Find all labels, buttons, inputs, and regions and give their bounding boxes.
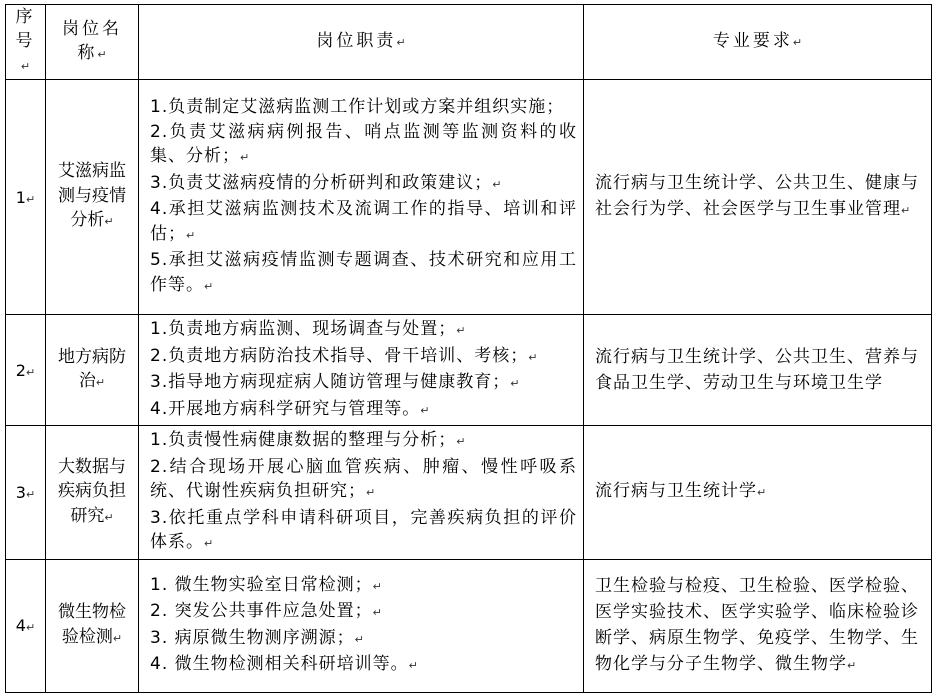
duty-item: 4.开展地方病科学研究与管理等。↵ (150, 398, 430, 419)
position-name: 艾滋病监测与疫情分析↵ (46, 80, 139, 315)
table-row (6, 80, 932, 315)
duty-item: 4.承担艾滋病监测技术及流调工作的指导、培训和评估；↵ (150, 199, 577, 244)
table-header-row (6, 5, 932, 80)
row-number: 2↵ (6, 315, 46, 426)
duty-item: 3.指导地方病现症病人随访管理与健康教育；↵ (150, 372, 520, 392)
duty-item: 3.负责艾滋病疫情的分析研判和政策建议；↵ (150, 172, 502, 193)
position-name: 大数据与疾病负担研究↵ (46, 426, 139, 560)
duty-item: 2.结合现场开展心脑血管疾病、肿瘤、慢性呼吸系统、代谢性疾病负担研究；↵ (150, 456, 577, 501)
position-name: 微生物检验检测↵ (46, 559, 139, 692)
table-row (6, 426, 932, 560)
duty-item: 1.负责地方病监测、现场调查与处置；↵ (150, 319, 466, 339)
position-duties (139, 426, 584, 560)
duty-item: 5.承担艾滋病疫情监测专题调查、技术研究和应用工作等。↵ (150, 250, 577, 295)
position-requirement: 流行病与卫生统计学↵ (584, 426, 932, 560)
row-number: 3↵ (6, 426, 46, 560)
duty-item: 3. 病原微生物测序溯源；↵ (150, 627, 364, 648)
header-duty: 岗位职责↵ (139, 5, 584, 80)
duty-item: 1.负责慢性病健康数据的整理与分析；↵ (150, 430, 466, 450)
row-number: 4↵ (6, 559, 46, 692)
table-row (6, 559, 932, 692)
position-requirement: 流行病与卫生统计学、公共卫生、营养与食品卫生学、劳动卫生与环境卫生学 (584, 315, 932, 426)
duty-item: 2.负责地方病防治技术指导、骨干培训、考核；↵ (150, 345, 538, 366)
header-no: 序号↵ (6, 5, 46, 80)
duty-item: 1. 微生物实验室日常检测；↵ (150, 574, 382, 595)
row-number: 1↵ (6, 80, 46, 315)
position-requirement: 卫生检验与检疫、卫生检验、医学检验、医学实验技术、医学实验学、临床检验诊断学、病原生物学、免疫学、生物学、生物化学与分子生物学、微生物学↵ (584, 559, 932, 692)
position-requirement: 流行病与卫生统计学、公共卫生、健康与社会行为学、社会医学与卫生事业管理↵ (584, 80, 932, 315)
position-duties (139, 80, 584, 315)
duty-item: 4. 微生物检测相关科研培训等。↵ (150, 654, 418, 674)
duty-item: 2. 突发公共事件应急处置；↵ (150, 601, 382, 621)
position-name: 地方病防治↵ (46, 315, 139, 426)
header-name: 岗位名称↵ (46, 5, 139, 80)
header-requirement: 专业要求↵ (584, 5, 932, 80)
job-table (5, 4, 932, 693)
table-row (6, 315, 932, 426)
position-duties (139, 315, 584, 426)
duty-item: 1.负责制定艾滋病监测工作计划或方案并组织实施； (150, 97, 565, 117)
duty-item: 3.依托重点学科申请科研项目，完善疾病负担的评价体系。↵ (150, 507, 577, 552)
position-duties (139, 559, 584, 692)
duty-item: 2.负责艾滋病病例报告、哨点监测等监测资料的收集、分析；↵ (150, 121, 577, 166)
